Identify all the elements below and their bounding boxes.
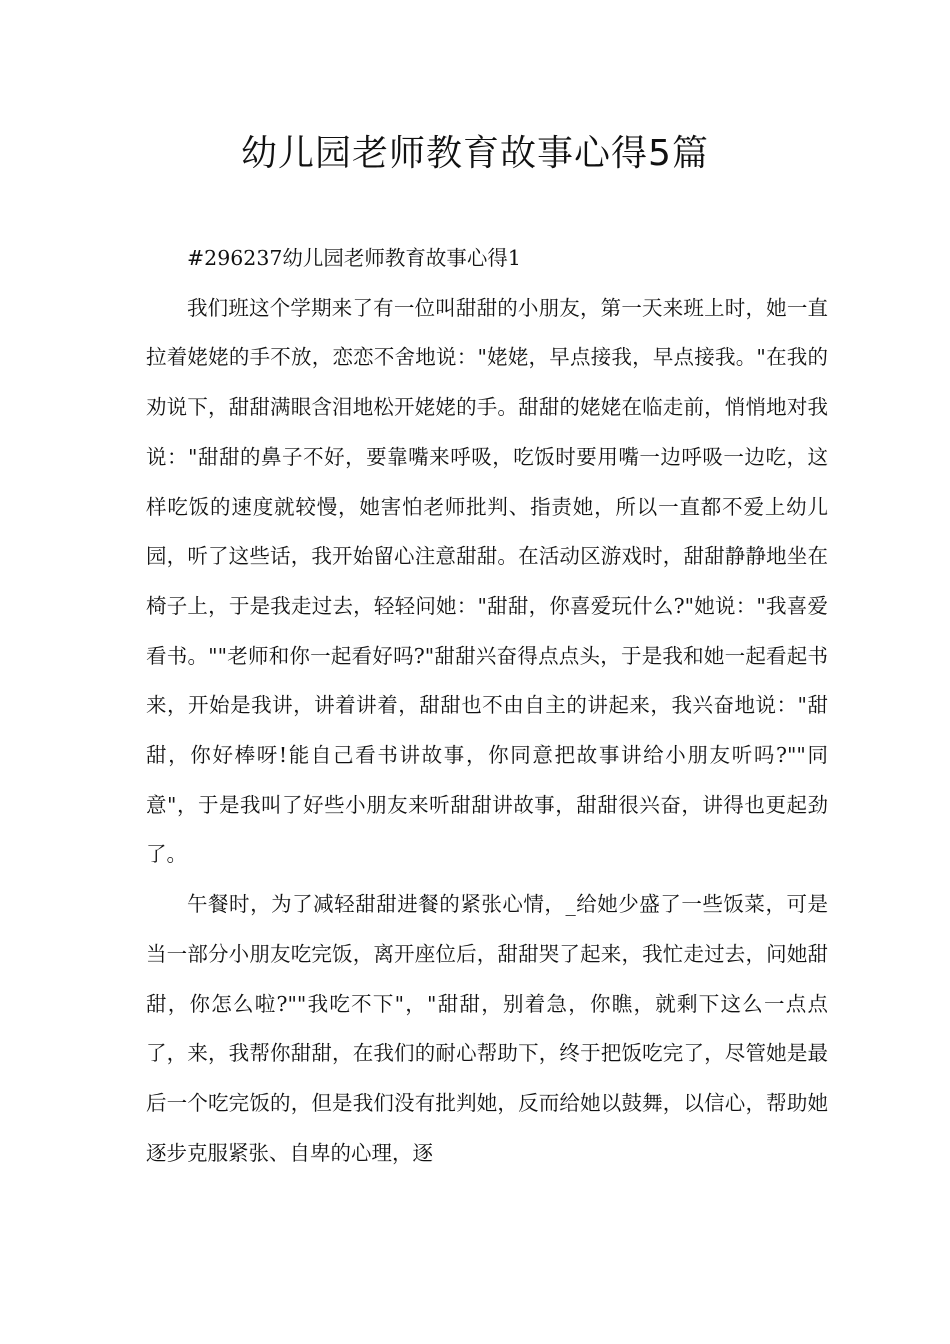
document-body [146, 234, 828, 1178]
paragraph-2: 午餐时，为了减轻甜甜进餐的紧张心情，_给她少盛了一些饭菜，可是当一部分小朋友吃完饭，离开座位后，甜甜哭了起来，我忙走过去，问她甜甜，你怎么啦?""我吃不下"，"甜甜，别着急，你瞧，就剩下这么一点点了，来，我帮你甜甜，在我们的耐心帮助下，终于把饭吃完了，尽管她是最后一个吃完饭的，但是我们没有批判她，反而给她以鼓舞，以信心，帮助她逐步克服紧张、自卑的心理，逐 [146, 892, 828, 1165]
document-title: 幼儿园老师教育故事心得5篇 [241, 133, 709, 174]
section-heading: #296237幼儿园老师教育故事心得1 [187, 246, 521, 270]
paragraph-1: 我们班这个学期来了有一位叫甜甜的小朋友，第一天来班上时，她一直拉着姥姥的手不放，恋恋不舍地说："姥姥，早点接我，早点接我。"在我的劝说下，甜甜满眼含泪地松开姥姥的手。甜甜的姥姥在临走前，悄悄地对我说："甜甜的鼻子不好，要靠嘴来呼吸，吃饭时要用嘴一边呼吸一边吃，这样吃饭的速度就较慢，她害怕老师批判、指责她，所以一直都不爱上幼儿园，听了这些话，我开始留心注意甜甜。在活动区游戏时，甜甜静静地坐在椅子上，于是我走过去，轻轻问她："甜甜，你喜爱玩什么?"她说："我喜爱看书。""老师和你一起看好吗?"甜甜兴奋得点点头，于是我和她一起看起书来，开始是我讲，讲着讲着，甜甜也不由自主的讲起来，我兴奋地说："甜甜，你好棒呀!能自己看书讲故事，你同意把故事讲给小朋友听吗?""同意"，于是我叫了好些小朋友来听甜甜讲故事，甜甜很兴奋，讲得也更起劲了。 [146, 295, 828, 867]
